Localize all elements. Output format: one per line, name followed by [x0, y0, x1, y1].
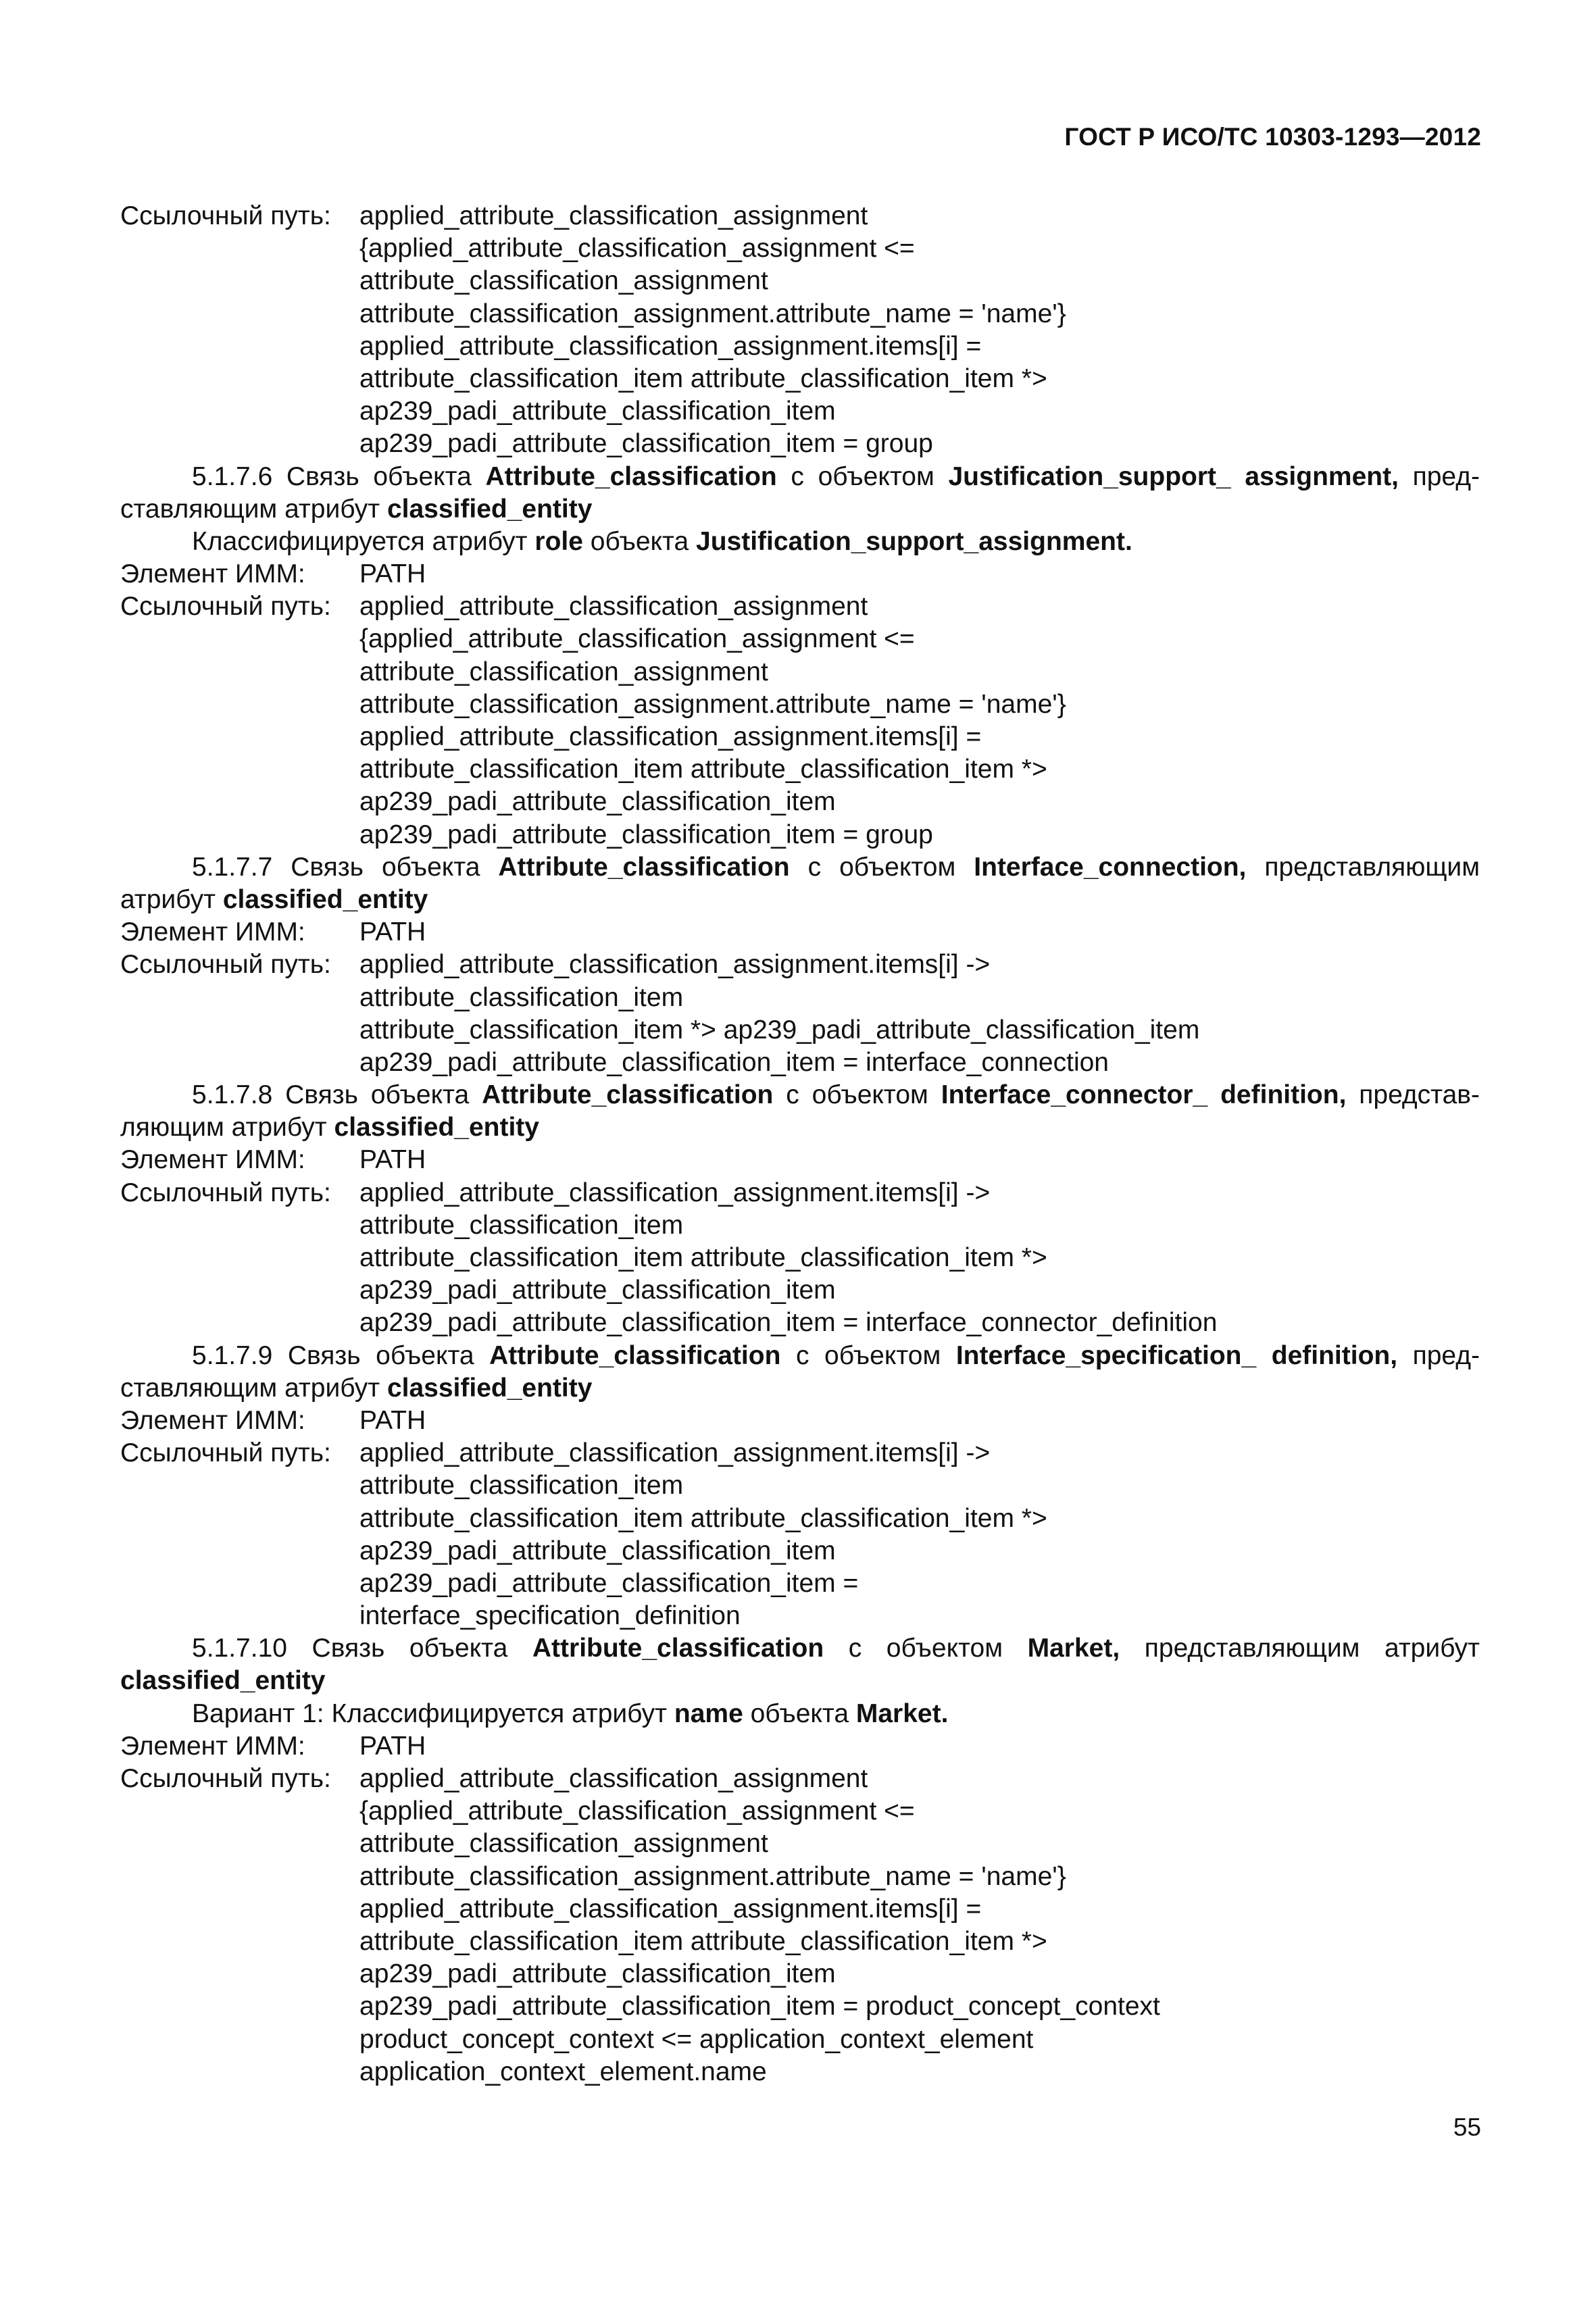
path-line: attribute_classification_assignment.attribute_name = 'name'}: [359, 689, 1066, 719]
path-line: ap239_padi_attribute_classification_item: [359, 1959, 836, 1989]
section-heading-5-1-7-10: 5.1.7.10 Связь объекта Attribute_classification с объектом Market, представляющим атрибут: [192, 1634, 1480, 1663]
path-line: applied_attribute_classification_assignment.items[i] =: [359, 331, 982, 361]
path-line: attribute_classification_item attribute_classification_item *>: [359, 755, 1047, 784]
path-line: attribute_classification_assignment: [359, 1829, 768, 1859]
path-line: {applied_attribute_classification_assignment <=: [359, 624, 915, 654]
section-heading-cont: classified_entity: [120, 1666, 326, 1696]
section-heading-cont: ставляющим атрибут classified_entity: [120, 494, 593, 524]
path-line: attribute_classification_item attribute_classification_item *>: [359, 1243, 1047, 1272]
imm-label: Элемент ИММ:: [120, 917, 305, 947]
imm-line: [120, 1730, 1480, 1763]
path-line: applied_attribute_classification_assignment.items[i] =: [359, 1894, 982, 1923]
section-heading-5-1-7-6: 5.1.7.6 Связь объекта Attribute_classification с объектом Justification_support_ assignment, пред-: [192, 461, 1480, 491]
section-heading-cont: атрибут classified_entity: [120, 884, 428, 914]
ref-path-line: [120, 1177, 1480, 1209]
document-code: ГОСТ Р ИСО/ТС 10303-1293—2012: [1064, 123, 1481, 151]
path-line: applied_attribute_classification_assignment: [359, 592, 868, 622]
document-body: [120, 200, 1480, 2088]
path-line: attribute_classification_item attribute_classification_item *>: [359, 1503, 1047, 1533]
imm-label: Элемент ИММ:: [120, 1731, 305, 1761]
path-line: ap239_padi_attribute_classification_item: [359, 397, 836, 426]
ref-path-label: Ссылочный путь:: [120, 1438, 331, 1468]
path-line: ap239_padi_attribute_classification_item =: [359, 1568, 859, 1598]
variant-line: Вариант 1: Классифицируется атрибут name объекта Market.: [192, 1699, 949, 1728]
path-line: ap239_padi_attribute_classification_item = interface_connection: [359, 1047, 1109, 1077]
imm-line: [120, 1405, 1480, 1437]
ref-path-line: [120, 1763, 1480, 1795]
imm-value: PATH: [359, 1731, 426, 1761]
variant-label: Вариант 1:: [192, 1699, 324, 1728]
ref-path-line: [120, 590, 1480, 623]
imm-value: PATH: [359, 1145, 426, 1175]
imm-line: [120, 916, 1480, 949]
section-heading-cont: ставляющим атрибут classified_entity: [120, 1373, 593, 1403]
path-line: ap239_padi_attribute_classification_item = product_concept_context: [359, 1992, 1160, 2021]
imm-value: PATH: [359, 559, 426, 589]
path-line: attribute_classification_item: [359, 1210, 684, 1240]
section-heading-5-1-7-7: 5.1.7.7 Связь объекта Attribute_classification с объектом Interface_connection, представляющим: [192, 852, 1480, 882]
imm-label: Элемент ИММ:: [120, 1145, 305, 1175]
path-line: {applied_attribute_classification_assignment <=: [359, 234, 915, 263]
path-line: ap239_padi_attribute_classification_item = interface_connector_definition: [359, 1308, 1218, 1338]
path-line: applied_attribute_classification_assignment.items[i] ->: [359, 950, 991, 980]
path-line: applied_attribute_classification_assignment: [359, 1764, 868, 1793]
section-heading-5-1-7-8: 5.1.7.8 Связь объекта Attribute_classification с объектом Interface_connector_ definition, представ-: [192, 1080, 1480, 1110]
path-line: applied_attribute_classification_assignment: [359, 201, 868, 230]
imm-value: PATH: [359, 1405, 426, 1435]
path-line: ap239_padi_attribute_classification_item: [359, 1276, 836, 1305]
imm-label: Элемент ИММ:: [120, 1405, 305, 1435]
ref-path-label: Ссылочный путь:: [120, 592, 331, 622]
page-number: 55: [1453, 2113, 1481, 2141]
path-line: interface_specification_definition: [359, 1601, 741, 1631]
imm-value: PATH: [359, 917, 426, 947]
path-line: attribute_classification_assignment: [359, 657, 768, 686]
ref-path-line: [120, 1437, 1480, 1469]
path-line: ap239_padi_attribute_classification_item = group: [359, 820, 933, 849]
path-line: application_context_element.name: [359, 2057, 767, 2086]
path-line: applied_attribute_classification_assignment.items[i] ->: [359, 1178, 991, 1207]
path-line: ap239_padi_attribute_classification_item = group: [359, 429, 933, 459]
path-line: attribute_classification_item attribute_classification_item *>: [359, 1926, 1047, 1956]
path-line: product_concept_context <= application_context_element: [359, 2024, 1034, 2054]
path-line: applied_attribute_classification_assignment.items[i] ->: [359, 1438, 991, 1468]
imm-line: [120, 558, 1480, 590]
ref-path-label: Ссылочный путь:: [120, 950, 331, 980]
path-line: attribute_classification_item *> ap239_padi_attribute_classification_item: [359, 1015, 1200, 1045]
classification-note: Классифицируется атрибут role объекта Justification_support_assignment.: [192, 526, 1132, 556]
section-heading-5-1-7-9: 5.1.7.9 Связь объекта Attribute_classification с объектом Interface_specification_ definition, пред-: [192, 1340, 1480, 1370]
ref-path-label: Ссылочный путь:: [120, 1764, 331, 1793]
path-line: attribute_classification_assignment.attribute_name = 'name'}: [359, 299, 1066, 328]
ref-path-line: [120, 200, 1480, 232]
imm-line: [120, 1144, 1480, 1176]
path-line: ap239_padi_attribute_classification_item: [359, 787, 836, 817]
path-line: attribute_classification_item: [359, 982, 684, 1012]
ref-path-line: [120, 949, 1480, 981]
path-line: {applied_attribute_classification_assignment <=: [359, 1796, 915, 1826]
ref-path-label: Ссылочный путь:: [120, 201, 331, 230]
path-line: ap239_padi_attribute_classification_item: [359, 1536, 836, 1565]
path-line: attribute_classification_item attribute_classification_item *>: [359, 363, 1047, 393]
path-line: applied_attribute_classification_assignment.items[i] =: [359, 722, 982, 751]
path-line: attribute_classification_assignment.attribute_name = 'name'}: [359, 1861, 1066, 1891]
path-line: attribute_classification_item: [359, 1471, 684, 1501]
imm-label: Элемент ИММ:: [120, 559, 305, 589]
section-heading-cont: ляющим атрибут classified_entity: [120, 1113, 539, 1142]
ref-path-label: Ссылочный путь:: [120, 1178, 331, 1207]
path-line: attribute_classification_assignment: [359, 266, 768, 296]
